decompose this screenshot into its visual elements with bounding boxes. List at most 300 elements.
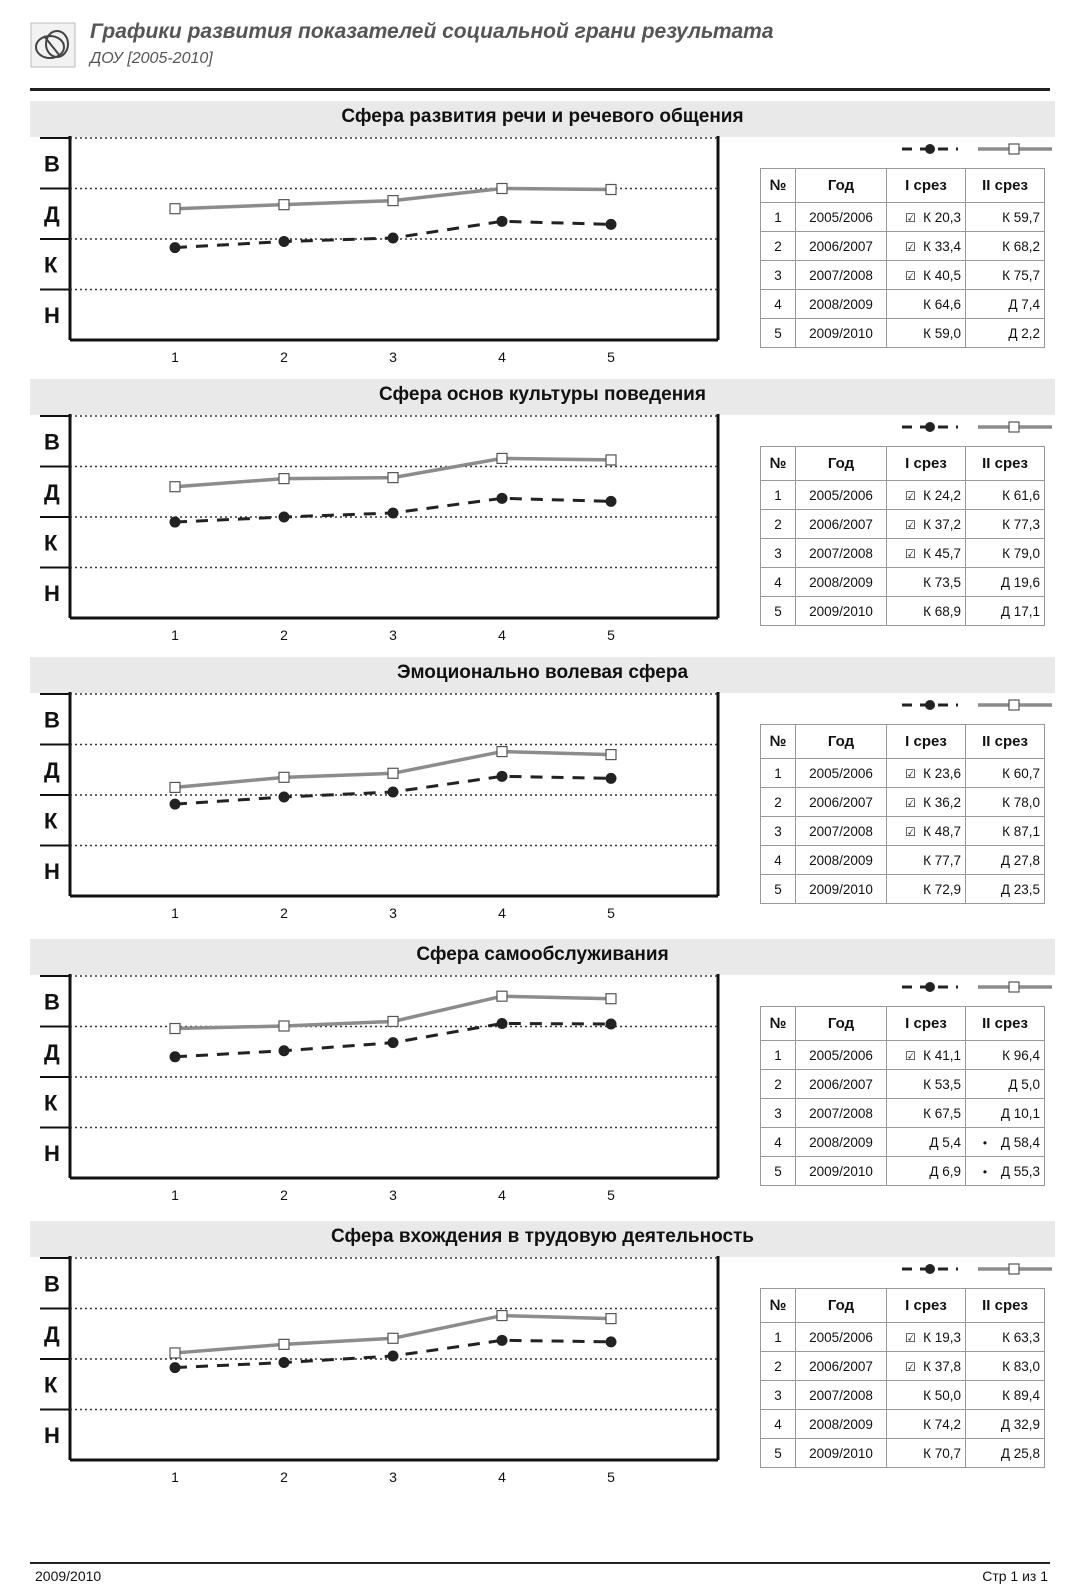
row-slice-1 bbox=[887, 875, 966, 904]
chart-legend bbox=[900, 978, 1060, 996]
cell-value: К 60,7 bbox=[1002, 765, 1040, 781]
column-header-no: № bbox=[761, 1289, 796, 1323]
cell-value: К 68,2 bbox=[1002, 238, 1040, 254]
row-slice-2 bbox=[966, 1157, 1045, 1186]
column-header-s2: II срез bbox=[966, 725, 1045, 759]
table-row bbox=[761, 788, 1045, 817]
column-header-no: № bbox=[761, 1007, 796, 1041]
cell-value: 2009/2010 bbox=[809, 881, 873, 897]
series-2-point bbox=[170, 782, 180, 792]
series-2-point bbox=[279, 474, 289, 484]
y-level-label: К bbox=[44, 1372, 58, 1398]
y-level-label: В bbox=[44, 151, 60, 177]
row-year bbox=[796, 481, 887, 510]
cell-value: 2007/2008 bbox=[809, 267, 873, 283]
chart-plot bbox=[40, 138, 770, 370]
row-number bbox=[761, 319, 796, 348]
row-slice-1 bbox=[887, 1410, 966, 1439]
cell-value: К 87,1 bbox=[1002, 823, 1040, 839]
footer-page-number: Стр 1 из 1 bbox=[982, 1568, 1048, 1584]
cell-value: 5 bbox=[774, 1445, 782, 1461]
chart-plot bbox=[40, 976, 770, 1208]
chart-plot bbox=[40, 1258, 770, 1490]
data-table bbox=[760, 1288, 1045, 1468]
cell-value: К 50,0 bbox=[923, 1387, 961, 1403]
chart-legend bbox=[900, 1260, 1060, 1278]
series-2-point bbox=[279, 1339, 289, 1349]
series-2-point bbox=[170, 1024, 180, 1034]
chart-title: Эмоционально волевая сфера bbox=[396, 662, 689, 683]
chart-svg bbox=[40, 694, 770, 926]
x-tick-label: 4 bbox=[498, 1187, 506, 1203]
row-slice-2 bbox=[966, 1070, 1045, 1099]
row-slice-2 bbox=[966, 1352, 1045, 1381]
chart-legend bbox=[900, 140, 1060, 158]
series-2-point bbox=[279, 200, 289, 210]
table-row bbox=[761, 1439, 1045, 1468]
row-year bbox=[796, 203, 887, 232]
cell-value: К 59,7 bbox=[1002, 209, 1040, 225]
series-2-point bbox=[497, 453, 507, 463]
column-header-year: Год bbox=[796, 1007, 887, 1041]
x-tick-label: 1 bbox=[171, 1187, 179, 1203]
column-header-s1: I срез bbox=[887, 169, 966, 203]
table-row bbox=[761, 232, 1045, 261]
cell-value: 2006/2007 bbox=[809, 1076, 873, 1092]
column-header-year: Год bbox=[796, 1289, 887, 1323]
row-slice-2 bbox=[966, 1410, 1045, 1439]
x-tick-label: 3 bbox=[389, 1469, 397, 1485]
cell-value: К 36,2 bbox=[923, 794, 961, 810]
table-row bbox=[761, 846, 1045, 875]
row-year bbox=[796, 597, 887, 626]
cell-value: 2 bbox=[774, 238, 782, 254]
column-header-year: Год bbox=[796, 447, 887, 481]
legend-svg bbox=[900, 1260, 1060, 1278]
check-mark-icon: ☑ bbox=[905, 1330, 916, 1345]
y-level-label: Д bbox=[44, 1039, 60, 1065]
x-tick-label: 4 bbox=[498, 1469, 506, 1485]
cell-value: Д 10,1 bbox=[1000, 1105, 1040, 1121]
series-2-point bbox=[497, 747, 507, 757]
column-header-year: Год bbox=[796, 169, 887, 203]
cell-value: 1 bbox=[774, 209, 782, 225]
cell-value: Д 32,9 bbox=[1000, 1416, 1040, 1432]
y-level-label: Д bbox=[44, 201, 60, 227]
row-slice-1 bbox=[887, 1381, 966, 1410]
cell-value: К 37,2 bbox=[923, 516, 961, 532]
x-tick-label: 5 bbox=[607, 1469, 615, 1485]
series-1-point bbox=[606, 773, 617, 784]
y-level-label: Н bbox=[44, 1140, 60, 1166]
row-year bbox=[796, 875, 887, 904]
row-slice-1 bbox=[887, 481, 966, 510]
cell-value: Д 25,8 bbox=[1000, 1445, 1040, 1461]
y-level-label: К bbox=[44, 808, 58, 834]
check-mark-icon: ☑ bbox=[905, 517, 916, 532]
row-number bbox=[761, 203, 796, 232]
row-number bbox=[761, 1439, 796, 1468]
column-header-no: № bbox=[761, 447, 796, 481]
cell-value: 2008/2009 bbox=[809, 852, 873, 868]
cell-value: 5 bbox=[774, 1163, 782, 1179]
x-tick-label: 3 bbox=[389, 349, 397, 365]
series-2-point bbox=[279, 1021, 289, 1031]
cell-value: 2006/2007 bbox=[809, 1358, 873, 1374]
series-1-point bbox=[279, 236, 290, 247]
row-number bbox=[761, 232, 796, 261]
cell-value: 2006/2007 bbox=[809, 794, 873, 810]
row-number bbox=[761, 539, 796, 568]
cell-value: 2005/2006 bbox=[809, 1047, 873, 1063]
legend-series-1-marker bbox=[925, 982, 935, 992]
check-mark-icon: ☑ bbox=[905, 210, 916, 225]
column-header-s2: II срез bbox=[966, 1007, 1045, 1041]
cell-value: К 37,8 bbox=[923, 1358, 961, 1374]
y-level-label: В bbox=[44, 1271, 60, 1297]
check-mark-icon: ☑ bbox=[905, 488, 916, 503]
row-year bbox=[796, 1041, 887, 1070]
bullet-icon: • bbox=[982, 1164, 988, 1179]
y-level-label: Д bbox=[44, 479, 60, 505]
x-tick-label: 1 bbox=[171, 1469, 179, 1485]
cell-value: К 96,4 bbox=[1002, 1047, 1040, 1063]
row-slice-2 bbox=[966, 203, 1045, 232]
cell-value: К 24,2 bbox=[923, 487, 961, 503]
chart-section bbox=[30, 652, 1060, 932]
row-slice-2 bbox=[966, 319, 1045, 348]
column-header-s1: I срез bbox=[887, 1289, 966, 1323]
x-tick-label: 2 bbox=[280, 1469, 288, 1485]
series-1-point bbox=[497, 216, 508, 227]
series-2-point bbox=[497, 184, 507, 194]
row-slice-1 bbox=[887, 1352, 966, 1381]
y-level-label: Д bbox=[44, 1321, 60, 1347]
legend-series-1-marker bbox=[925, 1264, 935, 1274]
series-1-point bbox=[279, 792, 290, 803]
row-number bbox=[761, 510, 796, 539]
cell-value: К 59,0 bbox=[923, 325, 961, 341]
series-2-point bbox=[606, 994, 616, 1004]
row-slice-1 bbox=[887, 539, 966, 568]
check-mark-icon: ☑ bbox=[905, 239, 916, 254]
cell-value: 2005/2006 bbox=[809, 765, 873, 781]
row-slice-2 bbox=[966, 1439, 1045, 1468]
row-slice-2 bbox=[966, 1099, 1045, 1128]
table-row bbox=[761, 1352, 1045, 1381]
cell-value: 2005/2006 bbox=[809, 209, 873, 225]
cell-value: К 53,5 bbox=[923, 1076, 961, 1092]
series-1-point bbox=[170, 799, 181, 810]
row-slice-1 bbox=[887, 1323, 966, 1352]
row-year bbox=[796, 568, 887, 597]
check-mark-icon: ☑ bbox=[905, 1048, 916, 1063]
cell-value: 4 bbox=[774, 1134, 782, 1150]
row-year bbox=[796, 539, 887, 568]
cell-value: К 73,5 bbox=[923, 574, 961, 590]
footer-period: 2009/2010 bbox=[35, 1568, 102, 1584]
cell-value: Д 2,2 bbox=[1008, 325, 1040, 341]
cell-value: 2007/2008 bbox=[809, 823, 873, 839]
y-level-label: Н bbox=[44, 580, 60, 606]
x-tick-label: 5 bbox=[607, 1187, 615, 1203]
table-row bbox=[761, 319, 1045, 348]
cell-value: К 45,7 bbox=[923, 545, 961, 561]
cell-value: К 70,7 bbox=[923, 1445, 961, 1461]
series-2-point bbox=[170, 1348, 180, 1358]
row-slice-2 bbox=[966, 539, 1045, 568]
cell-value: К 74,2 bbox=[923, 1416, 961, 1432]
series-1-point bbox=[497, 1335, 508, 1346]
series-1-point bbox=[388, 507, 399, 518]
series-2-point bbox=[170, 482, 180, 492]
row-year bbox=[796, 290, 887, 319]
cell-value: 5 bbox=[774, 603, 782, 619]
chart-svg bbox=[40, 138, 770, 370]
row-number bbox=[761, 1099, 796, 1128]
row-slice-1 bbox=[887, 261, 966, 290]
row-slice-2 bbox=[966, 1381, 1045, 1410]
row-number bbox=[761, 290, 796, 319]
y-level-label: К bbox=[44, 1090, 58, 1116]
logo-icon bbox=[30, 22, 76, 68]
legend-series-2-marker bbox=[1009, 422, 1019, 432]
legend-series-1-marker bbox=[925, 422, 935, 432]
row-year bbox=[796, 1157, 887, 1186]
row-slice-1 bbox=[887, 568, 966, 597]
data-table bbox=[760, 446, 1045, 626]
row-year bbox=[796, 788, 887, 817]
page-title: Графики развития показателей социальной грани результата bbox=[90, 20, 774, 43]
row-number bbox=[761, 261, 796, 290]
series-1-point bbox=[388, 786, 399, 797]
series-2-point bbox=[606, 1314, 616, 1324]
y-level-label: К bbox=[44, 530, 58, 556]
row-year bbox=[796, 846, 887, 875]
cell-value: 4 bbox=[774, 296, 782, 312]
data-table bbox=[760, 1006, 1045, 1186]
cell-value: К 20,3 bbox=[923, 209, 961, 225]
bullet-icon: • bbox=[982, 1135, 988, 1150]
cell-value: 3 bbox=[774, 823, 782, 839]
chart-title: Сфера развития речи и речевого общения bbox=[341, 106, 744, 127]
chart-svg bbox=[40, 416, 770, 648]
series-1-point bbox=[170, 242, 181, 253]
row-year bbox=[796, 1352, 887, 1381]
chart-section bbox=[30, 96, 1060, 376]
row-year bbox=[796, 1439, 887, 1468]
cell-value: Д 19,6 bbox=[1000, 574, 1040, 590]
check-mark-icon: ☑ bbox=[905, 1359, 916, 1374]
x-tick-label: 5 bbox=[607, 905, 615, 921]
row-number bbox=[761, 817, 796, 846]
table-row bbox=[761, 568, 1045, 597]
data-table bbox=[760, 168, 1045, 348]
row-year bbox=[796, 1410, 887, 1439]
series-2-point bbox=[497, 1311, 507, 1321]
series-1-point bbox=[606, 1018, 617, 1029]
y-level-label: Н bbox=[44, 302, 60, 328]
x-tick-label: 1 bbox=[171, 627, 179, 643]
row-number bbox=[761, 481, 796, 510]
series-1-point bbox=[279, 1045, 290, 1056]
x-tick-label: 3 bbox=[389, 627, 397, 643]
y-level-label: В bbox=[44, 989, 60, 1015]
column-header-s2: II срез bbox=[966, 169, 1045, 203]
table-row bbox=[761, 1410, 1045, 1439]
x-tick-label: 1 bbox=[171, 349, 179, 365]
row-number bbox=[761, 1157, 796, 1186]
cell-value: 2008/2009 bbox=[809, 1134, 873, 1150]
cell-value: К 75,7 bbox=[1002, 267, 1040, 283]
cell-value: К 78,0 bbox=[1002, 794, 1040, 810]
column-header-s2: II срез bbox=[966, 1289, 1045, 1323]
row-slice-1 bbox=[887, 1128, 966, 1157]
cell-value: К 79,0 bbox=[1002, 545, 1040, 561]
row-year bbox=[796, 510, 887, 539]
table-row bbox=[761, 1128, 1045, 1157]
series-2-point bbox=[388, 768, 398, 778]
cell-value: 2005/2006 bbox=[809, 487, 873, 503]
row-slice-2 bbox=[966, 1041, 1045, 1070]
row-year bbox=[796, 1070, 887, 1099]
cell-value: Д 17,1 bbox=[1000, 603, 1040, 619]
cell-value: 2008/2009 bbox=[809, 1416, 873, 1432]
legend-series-2-marker bbox=[1009, 144, 1019, 154]
table-row bbox=[761, 597, 1045, 626]
cell-value: К 64,6 bbox=[923, 296, 961, 312]
row-slice-1 bbox=[887, 319, 966, 348]
chart-section bbox=[30, 1216, 1060, 1496]
cell-value: Д 6,9 bbox=[929, 1163, 961, 1179]
row-slice-2 bbox=[966, 1128, 1045, 1157]
series-1-point bbox=[170, 1362, 181, 1373]
series-1-point bbox=[170, 1051, 181, 1062]
row-slice-2 bbox=[966, 232, 1045, 261]
x-tick-label: 3 bbox=[389, 905, 397, 921]
row-number bbox=[761, 1410, 796, 1439]
cell-value: Д 23,5 bbox=[1000, 881, 1040, 897]
chart-title: Сфера самообслуживания bbox=[416, 944, 669, 965]
row-year bbox=[796, 319, 887, 348]
table-row bbox=[761, 261, 1045, 290]
column-header-year: Год bbox=[796, 725, 887, 759]
table-row bbox=[761, 203, 1045, 232]
check-mark-icon: ☑ bbox=[905, 766, 916, 781]
row-slice-1 bbox=[887, 510, 966, 539]
chart-title: Сфера основ культуры поведения bbox=[379, 384, 706, 405]
table-header-row bbox=[761, 447, 1045, 481]
row-slice-1 bbox=[887, 203, 966, 232]
cell-value: 2008/2009 bbox=[809, 574, 873, 590]
series-1-point bbox=[606, 496, 617, 507]
cell-value: К 33,4 bbox=[923, 238, 961, 254]
row-number bbox=[761, 1323, 796, 1352]
series-1-point bbox=[388, 1037, 399, 1048]
x-tick-label: 5 bbox=[607, 349, 615, 365]
table-header-row bbox=[761, 1007, 1045, 1041]
cell-value: 3 bbox=[774, 267, 782, 283]
cell-value: 3 bbox=[774, 1387, 782, 1403]
cell-value: 1 bbox=[774, 765, 782, 781]
cell-value: 2 bbox=[774, 1358, 782, 1374]
row-slice-1 bbox=[887, 846, 966, 875]
cell-value: 1 bbox=[774, 1329, 782, 1345]
chart-svg bbox=[40, 976, 770, 1208]
row-number bbox=[761, 846, 796, 875]
table-row bbox=[761, 1041, 1045, 1070]
table-header-row bbox=[761, 169, 1045, 203]
x-tick-label: 3 bbox=[389, 1187, 397, 1203]
row-slice-1 bbox=[887, 1157, 966, 1186]
page-header bbox=[30, 18, 1050, 70]
row-number bbox=[761, 1381, 796, 1410]
row-slice-1 bbox=[887, 290, 966, 319]
x-tick-label: 2 bbox=[280, 1187, 288, 1203]
column-header-s1: I срез bbox=[887, 725, 966, 759]
series-2-point bbox=[388, 1333, 398, 1343]
chart-plot bbox=[40, 416, 770, 648]
series-1-point bbox=[606, 219, 617, 230]
series-2-point bbox=[170, 204, 180, 214]
chart-plot bbox=[40, 694, 770, 926]
cell-value: 2007/2008 bbox=[809, 1105, 873, 1121]
page-subtitle: ДОУ [2005-2010] bbox=[90, 50, 213, 67]
row-number bbox=[761, 759, 796, 788]
column-header-no: № bbox=[761, 725, 796, 759]
cell-value: 4 bbox=[774, 574, 782, 590]
row-year bbox=[796, 1381, 887, 1410]
row-slice-1 bbox=[887, 1439, 966, 1468]
cell-value: 2006/2007 bbox=[809, 516, 873, 532]
table-row bbox=[761, 1157, 1045, 1186]
series-1-point bbox=[497, 493, 508, 504]
cell-value: К 89,4 bbox=[1002, 1387, 1040, 1403]
series-2-point bbox=[497, 991, 507, 1001]
row-number bbox=[761, 875, 796, 904]
cell-value: К 23,6 bbox=[923, 765, 961, 781]
row-year bbox=[796, 759, 887, 788]
chart-svg bbox=[40, 1258, 770, 1490]
row-number bbox=[761, 788, 796, 817]
footer-divider bbox=[30, 1562, 1050, 1564]
row-slice-2 bbox=[966, 481, 1045, 510]
y-level-label: Н bbox=[44, 858, 60, 884]
row-slice-1 bbox=[887, 232, 966, 261]
cell-value: 2 bbox=[774, 1076, 782, 1092]
row-number bbox=[761, 1041, 796, 1070]
series-2-point bbox=[388, 1016, 398, 1026]
row-slice-2 bbox=[966, 788, 1045, 817]
cell-value: Д 5,4 bbox=[929, 1134, 961, 1150]
table-row bbox=[761, 875, 1045, 904]
row-slice-2 bbox=[966, 510, 1045, 539]
legend-series-1-marker bbox=[925, 700, 935, 710]
check-mark-icon: ☑ bbox=[905, 546, 916, 561]
series-1-point bbox=[497, 1018, 508, 1029]
table-row bbox=[761, 817, 1045, 846]
series-1-point bbox=[279, 1357, 290, 1368]
series-1-point bbox=[606, 1336, 617, 1347]
row-year bbox=[796, 1323, 887, 1352]
cell-value: К 63,3 bbox=[1002, 1329, 1040, 1345]
table-header-row bbox=[761, 1289, 1045, 1323]
legend-svg bbox=[900, 140, 1060, 158]
x-tick-label: 1 bbox=[171, 905, 179, 921]
cell-value: К 41,1 bbox=[923, 1047, 961, 1063]
legend-svg bbox=[900, 978, 1060, 996]
row-year bbox=[796, 232, 887, 261]
